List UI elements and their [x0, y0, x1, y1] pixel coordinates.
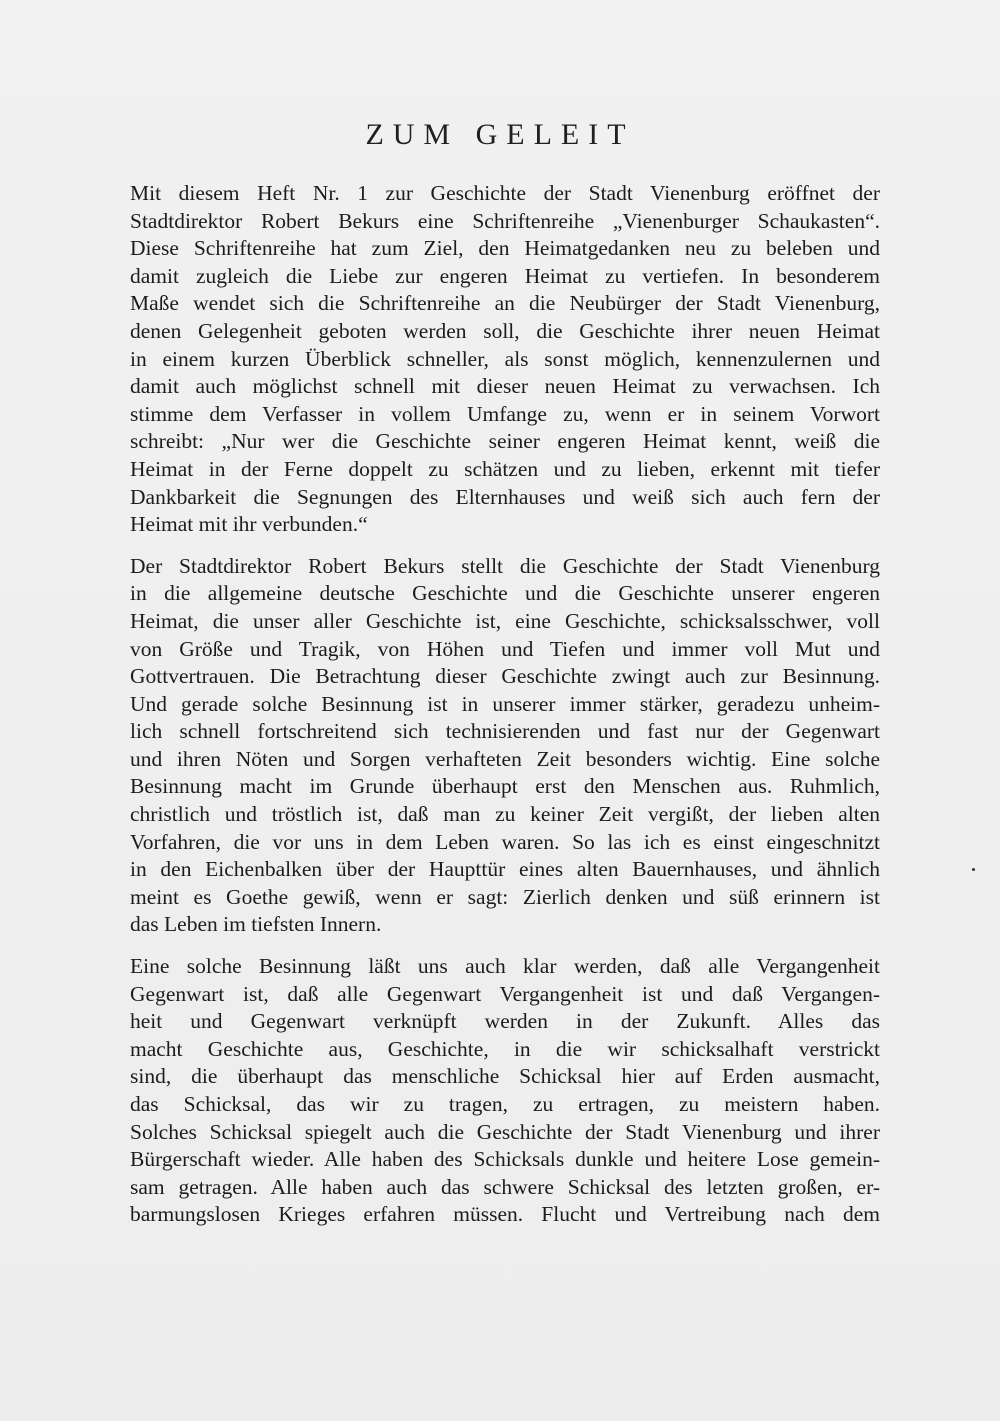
text-line: Heimat, die unser aller Geschichte ist, eine Geschichte, schicksalsschwer, voll: [130, 608, 880, 633]
text-line: christlich und tröstlich ist, daß man zu keiner Zeit vergißt, der lieben alten: [130, 802, 880, 827]
text-line: lich schnell fortschreitend sich technisierenden und fast nur der Gegenwart: [130, 719, 880, 744]
text-line: Vorfahren, die vor uns in dem Leben waren. So las ich es einst eingeschnitzt: [130, 829, 880, 854]
text-line: sam getragen. Alle haben auch das schwere Schicksal des letzten großen, er-: [130, 1174, 880, 1199]
paragraph-1: [130, 180, 880, 539]
text-line: Und gerade solche Besinnung ist in unserer immer stärker, geradezu unheim-: [130, 691, 880, 716]
text-line: Stadtdirektor Robert Bekurs eine Schriftenreihe „Vienenburger Schaukasten“.: [130, 208, 880, 233]
text-line: Gegenwart ist, daß alle Gegenwart Vergangenheit ist und daß Vergangen-: [130, 981, 880, 1006]
document-body: [130, 180, 880, 1229]
text-line: Solches Schicksal spiegelt auch die Geschichte der Stadt Vienenburg und ihrer: [130, 1119, 880, 1144]
text-line: heit und Gegenwart verknüpft werden in der Zukunft. Alles das: [130, 1009, 880, 1034]
text-line: das Leben im tiefsten Innern.: [130, 912, 382, 937]
paragraph-2: [130, 553, 880, 939]
text-line: damit auch möglichst schnell mit dieser neuen Heimat zu verwachsen. Ich: [130, 374, 880, 399]
text-line: Maße wendet sich die Schriftenreihe an die Neubürger der Stadt Vienenburg,: [130, 291, 880, 316]
page-title: ZUM GELEIT: [365, 118, 635, 151]
text-line: Der Stadtdirektor Robert Bekurs stellt die Geschichte der Stadt Vienenburg: [130, 553, 880, 578]
text-line: Besinnung macht im Grunde überhaupt erst den Menschen aus. Ruhmlich,: [130, 774, 880, 799]
text-line: macht Geschichte aus, Geschichte, in die wir schicksalhaft verstrickt: [130, 1036, 880, 1061]
text-line: sind, die überhaupt das menschliche Schicksal hier auf Erden ausmacht,: [130, 1064, 880, 1089]
text-line: meint es Goethe gewiß, wenn er sagt: Zierlich denken und süß erinnern ist: [130, 884, 880, 909]
ink-speck: [972, 868, 975, 871]
text-line: Bürgerschaft wieder. Alle haben des Schicksals dunkle und heitere Lose gemein-: [130, 1147, 880, 1172]
text-line: Mit diesem Heft Nr. 1 zur Geschichte der Stadt Vienenburg eröffnet der: [130, 181, 880, 205]
text-line: Eine solche Besinnung läßt uns auch klar werden, daß alle Vergangenheit: [130, 954, 880, 979]
text-line: in die allgemeine deutsche Geschichte und die Geschichte unserer engeren: [130, 581, 880, 606]
text-line: Diese Schriftenreihe hat zum Ziel, den Heimatgedanken neu zu beleben und: [130, 236, 880, 261]
text-line: Heimat in der Ferne doppelt zu schätzen und zu lieben, erkennt mit tiefer: [130, 456, 880, 481]
text-line: Dankbarkeit die Segnungen des Elternhauses und weiß sich auch fern der: [130, 484, 880, 509]
text-line: von Größe und Tragik, von Höhen und Tiefen und immer voll Mut und: [130, 636, 880, 661]
text-line: Heimat mit ihr verbunden.“: [130, 512, 368, 537]
text-line: Gottvertrauen. Die Betrachtung dieser Geschichte zwingt auch zur Besinnung.: [130, 664, 880, 689]
text-line: damit zugleich die Liebe zur engeren Heimat zu vertiefen. In besonderem: [130, 263, 880, 288]
text-line: schreibt: „Nur wer die Geschichte seiner engeren Heimat kennt, weiß die: [130, 429, 880, 454]
paragraph-3: [130, 953, 880, 1229]
text-line: in einem kurzen Überblick schneller, als sonst möglich, kennenzulernen und: [130, 346, 880, 371]
text-line: barmungslosen Krieges erfahren müssen. Flucht und Vertreibung nach dem: [130, 1202, 880, 1227]
text-line: und ihren Nöten und Sorgen verhafteten Zeit besonders wichtig. Eine solche: [130, 746, 880, 771]
text-line: stimme dem Verfasser in vollem Umfange zu, wenn er in seinem Vorwort: [130, 401, 880, 426]
text-line: das Schicksal, das wir zu tragen, zu ertragen, zu meistern haben.: [130, 1092, 880, 1116]
text-line: in den Eichenbalken über der Haupttür eines alten Bauernhauses, und ähnlich: [130, 857, 880, 882]
text-line: denen Gelegenheit geboten werden soll, die Geschichte ihrer neuen Heimat: [130, 318, 880, 343]
